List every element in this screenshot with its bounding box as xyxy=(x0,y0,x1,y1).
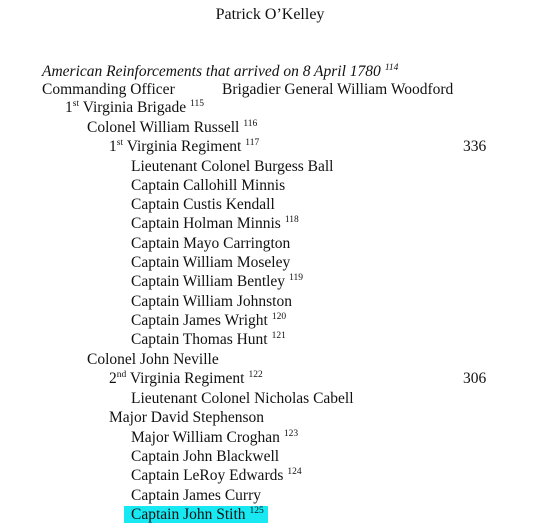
colonel-russell-row xyxy=(87,119,257,137)
footnote-ref: 124 xyxy=(287,467,302,477)
officer-row xyxy=(131,235,290,253)
footnote-ref: 117 xyxy=(245,138,260,148)
officer-row xyxy=(131,448,279,466)
commanding-officer-row xyxy=(42,81,454,99)
brigade-ordinal-suffix: st xyxy=(72,99,80,109)
officer-row xyxy=(131,331,286,349)
officer-row xyxy=(131,467,302,485)
officer-row xyxy=(131,487,261,505)
officer-name: Captain Thomas Hunt xyxy=(131,331,268,348)
footnote-ref: 122 xyxy=(248,370,263,380)
section-heading-text: American Reinforcements that arrived on 8 April 1780 xyxy=(42,63,381,80)
officer-row xyxy=(131,293,292,311)
officer-row xyxy=(131,196,275,214)
brigade-ordinal: 1 xyxy=(65,99,73,116)
officer-name: Captain James Curry xyxy=(131,487,262,504)
officer-name: Captain Custis Kendall xyxy=(131,196,275,213)
page-header-title: Patrick O’Kelley xyxy=(215,6,325,23)
regiment-ordinal-suffix: nd xyxy=(116,370,127,380)
regiment-strength: 336 xyxy=(463,138,487,155)
footnote-ref: 115 xyxy=(190,99,204,109)
footnote-ref: 119 xyxy=(289,273,303,283)
officer-name: Captain John Blackwell xyxy=(131,448,280,465)
officer-row xyxy=(131,390,354,408)
regiment-ordinal: 1 xyxy=(109,138,117,155)
officer-row xyxy=(131,312,286,330)
commanding-officer-name: Brigadier General William Woodford xyxy=(222,81,454,98)
officer-row xyxy=(131,177,285,195)
officer-name: Captain James Wright xyxy=(131,312,268,329)
commanding-officer-label: Commanding Officer xyxy=(42,81,175,98)
officer-name: Captain William Johnston xyxy=(131,293,292,310)
highlighted-selection[interactable] xyxy=(124,506,268,523)
officer-row xyxy=(131,254,290,272)
colonel-name: Colonel John Neville xyxy=(87,351,219,368)
officer-row xyxy=(131,273,303,291)
officer-name: Captain Holman Minnis xyxy=(131,215,281,232)
officer-name: Lieutenant Colonel Burgess Ball xyxy=(131,158,334,175)
regiment-2-row xyxy=(109,370,540,388)
regiment-1-row xyxy=(109,138,540,156)
footnote-ref: 123 xyxy=(283,429,299,439)
regiment-name: Virginia Regiment xyxy=(129,370,245,387)
brigade-name: Virginia Brigade xyxy=(82,99,187,116)
officer-row-highlighted xyxy=(124,506,268,524)
footnote-ref: 120 xyxy=(271,312,287,322)
officer-name: Major William Croghan xyxy=(131,429,280,446)
brigade-row xyxy=(65,99,204,117)
footnote-ref: 114 xyxy=(384,63,399,73)
colonel-name: Colonel William Russell xyxy=(87,119,240,136)
footnote-ref: 118 xyxy=(284,215,299,225)
officer-name: Captain William Moseley xyxy=(131,254,291,271)
regiment-ordinal: 2 xyxy=(109,370,117,387)
officer-row xyxy=(131,429,298,447)
section-heading xyxy=(42,63,398,81)
officer-name: Captain LeRoy Edwards xyxy=(131,467,284,484)
regiment-strength: 306 xyxy=(463,370,487,387)
regiment-ordinal-suffix: st xyxy=(116,138,124,148)
major-row xyxy=(109,409,264,427)
footnote-ref: 125 xyxy=(249,506,264,516)
officer-name: Captain John Stith xyxy=(131,506,246,523)
major-name: Major David Stephenson xyxy=(109,409,264,426)
officer-row xyxy=(131,158,333,176)
officer-name: Captain Mayo Carrington xyxy=(131,235,291,252)
officer-row xyxy=(131,215,299,233)
officer-name: Lieutenant Colonel Nicholas Cabell xyxy=(131,390,354,407)
regiment-name: Virginia Regiment xyxy=(126,138,242,155)
officer-name: Captain Callohill Minnis xyxy=(131,177,286,194)
officer-name: Captain William Bentley xyxy=(131,273,286,290)
footnote-ref: 121 xyxy=(271,331,286,341)
footnote-ref: 116 xyxy=(243,119,258,129)
colonel-neville-row xyxy=(87,351,219,369)
